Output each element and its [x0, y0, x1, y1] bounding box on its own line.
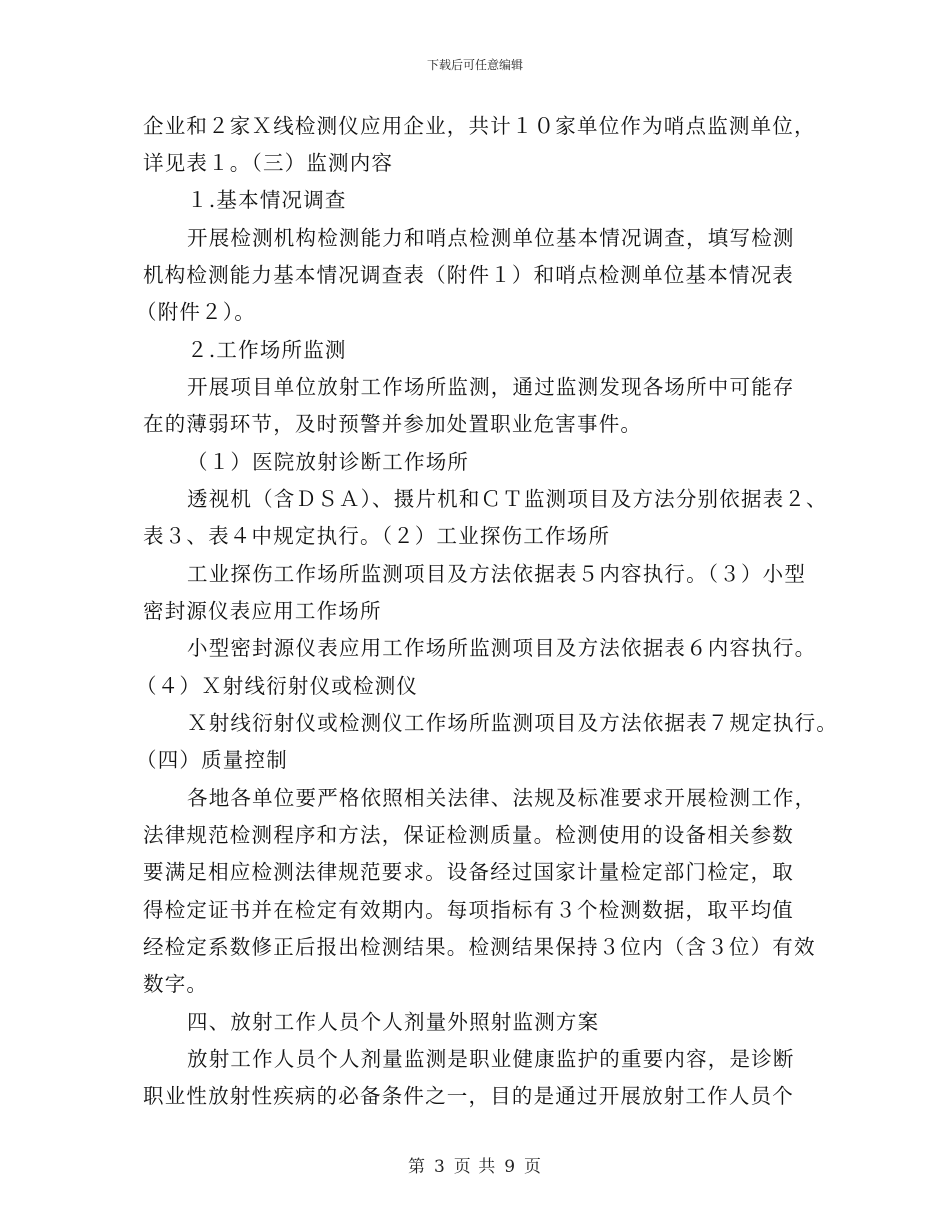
- text-line: （４）Ｘ射线衍射仪或检测仪: [136, 674, 419, 698]
- page-footer: [0, 1152, 950, 1177]
- text-line: 放射工作人员个人剂量监测是职业健康监护的重要内容，是诊断: [187, 1047, 795, 1071]
- text-line: 职业性放射性疾病的必备条件之一，目的是通过开展放射工作人员个: [143, 1084, 794, 1108]
- text-line: １.基本情况调查: [187, 188, 347, 212]
- text-line: 密封源仪表应用工作场所: [143, 599, 382, 623]
- page-header: 下载后可任意编辑: [426, 58, 523, 72]
- text-line: 在的薄弱环节，及时预警并参加处置职业危害事件。: [143, 412, 643, 436]
- text-line: （１）医院放射诊断工作场所: [187, 450, 470, 474]
- text-line: 法律规范检测程序和方法，保证检测质量。检测使用的设备相关参数: [143, 823, 794, 847]
- text-line: 得检定证书并在检定有效期内。每项指标有３个检测数据，取平均值: [143, 898, 794, 922]
- text-line: 数字。: [143, 972, 209, 996]
- footer-suffix: 页: [524, 1157, 543, 1177]
- footer-page-number: 3: [433, 1157, 446, 1177]
- text-line: 开展项目单位放射工作场所监测，通过监测发现各场所中可能存: [187, 375, 795, 399]
- text-line: 透视机（含ＤＳＡ）、摄片机和ＣＴ监测项目及方法分别依据表２、: [187, 487, 828, 511]
- text-line: （四）质量控制: [136, 748, 288, 772]
- text-line: ２.工作场所监测: [187, 338, 347, 362]
- text-line: 要满足相应检测法律规范要求。设备经过国家计量检定部门检定，取: [143, 860, 794, 884]
- text-line: 经检定系数修正后报出检测结果。检测结果保持３位内（含３位）有效: [143, 935, 816, 959]
- text-line: 机构检测能力基本情况调查表（附件１）和哨点检测单位基本情况表: [143, 263, 794, 287]
- text-line: 表３、表４中规定执行。（２）工业探伤工作场所: [143, 524, 611, 548]
- text-line: 工业探伤工作场所监测项目及方法依据表５内容执行。（３）小型: [187, 562, 807, 586]
- text-line: 开展检测机构检测能力和哨点检测单位基本情况调查，填写检测: [187, 226, 795, 250]
- text-line: 详见表１。（三）监测内容: [143, 151, 394, 175]
- footer-page-total: 9: [504, 1157, 517, 1177]
- footer-mid: 页 共: [453, 1157, 497, 1177]
- text-line: 四、放射工作人员个人剂量外照射监测方案: [187, 1010, 600, 1034]
- footer-prefix: 第: [407, 1157, 426, 1177]
- text-line: 各地各单位要严格依照相关法律、法规及标准要求开展检测工作，: [187, 786, 817, 810]
- text-line: 小型密封源仪表应用工作场所监测项目及方法依据表６内容执行。: [187, 636, 817, 660]
- text-line: 企业和２家Ｘ线检测仪应用企业，共计１０家单位作为哨点监测单位，: [143, 114, 816, 138]
- text-line: Ｘ射线衍射仪或检测仪工作场所监测项目及方法依据表７规定执行。: [187, 711, 838, 735]
- text-line: （附件２）。: [136, 300, 256, 324]
